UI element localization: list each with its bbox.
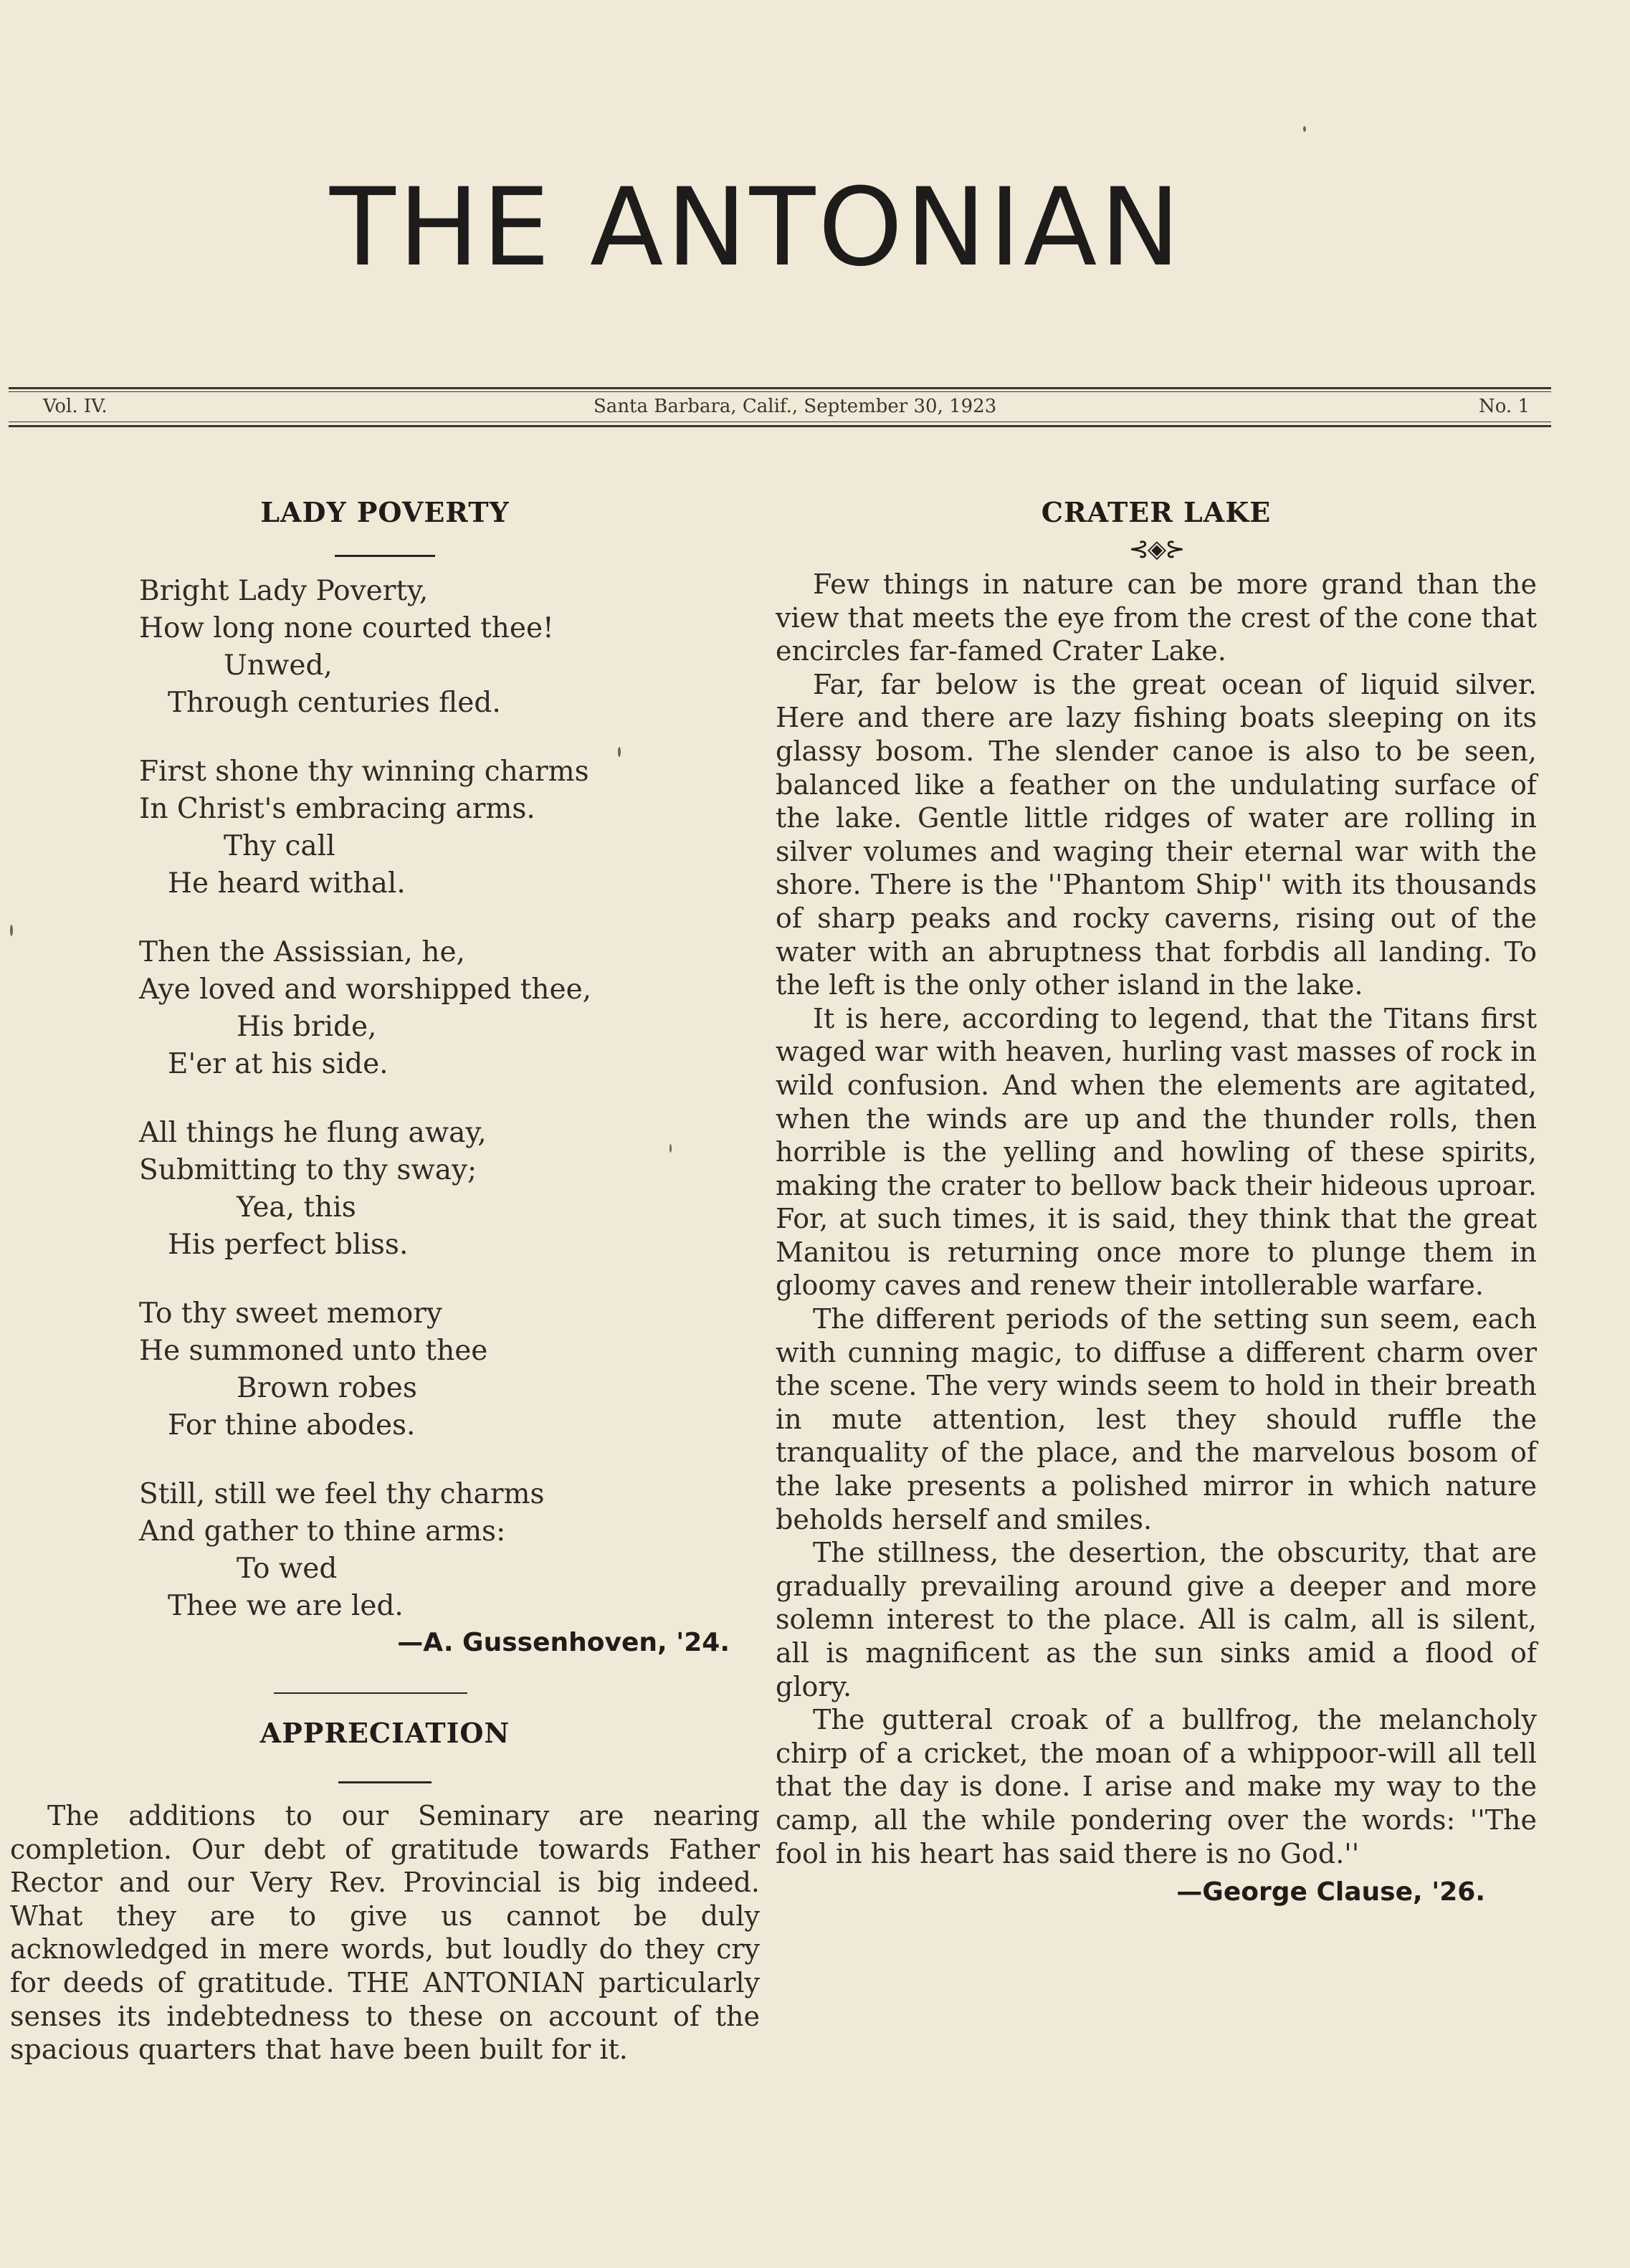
- masthead-rule-top-thin: [9, 391, 1551, 392]
- poem-line: To wed: [237, 1553, 338, 1585]
- poem-line: He summoned unto thee: [139, 1335, 488, 1367]
- masthead-title: THE ANTONIAN: [330, 166, 1183, 290]
- poem-line: And gather to thine arms:: [139, 1515, 506, 1548]
- poem-line: Unwed,: [224, 649, 333, 682]
- poem-line: His bride,: [237, 1011, 377, 1043]
- poem-line: Brown robes: [237, 1372, 417, 1404]
- dateline: [43, 394, 1530, 421]
- appreciation-body: The additions to our Seminary are nearing completion. Our debt of gratitude towards Father Rector and our Very Rev. Provincial is big indeed. What they are to give us cannot be duly acknowledged in mere words, but loudly do they cry for deeds of gratitude. THE ANTONIAN particularly senses its indebtedness to these on account of the spacious quarters that have been built for it.: [10, 1800, 760, 2066]
- paper-speck: [10, 925, 13, 936]
- appreciation-heading-rule: [338, 1781, 432, 1783]
- poem-line: Through centuries fled.: [168, 687, 501, 719]
- poem-line: Thee we are led.: [168, 1590, 404, 1622]
- poem-line: All things he flung away,: [139, 1117, 487, 1149]
- poem-stanza: [139, 1295, 760, 1444]
- article-heading: CRATER LAKE: [1041, 496, 1272, 528]
- section-divider: [274, 1692, 467, 1694]
- poem-line: First shone thy winning charms: [139, 756, 589, 788]
- masthead-rule-bottom: [9, 425, 1551, 427]
- poem-line: To thy sweet memory: [139, 1297, 442, 1330]
- place-date: Santa Barbara, Calif., September 30, 1923: [594, 396, 997, 417]
- poem-line: Bright Lady Poverty,: [139, 575, 429, 607]
- poem-heading-rule: [335, 555, 435, 557]
- poem-line: In Christ's embracing arms.: [139, 793, 535, 825]
- article-paragraph: The stillness, the desertion, the obscurity, that are gradually prevailing around give a deeper and more solemn interest to the place. All is calm, all is silent, all is magnificent as the sun sinks amid a flood of glory.: [776, 1537, 1537, 1702]
- poem-line: Then the Assissian, he,: [139, 936, 465, 968]
- poem-line: He heard withal.: [168, 867, 406, 900]
- volume-label: Vol. IV.: [43, 396, 108, 417]
- right-column: [776, 495, 1537, 1910]
- article-paragraph: The different periods of the setting sun seem, each with cunning magic, to diffuse a different charm over the scene. The very winds seem to hold in their breath in mute attention, lest they should ruffle the tranquality of the place, and the marvelous bosom of the lake presents a polished mirror in which nature beholds herself and smiles.: [776, 1303, 1537, 1535]
- article-paragraph: It is here, according to legend, that the Titans first waged war with heaven, hurling vast masses of rock in wild confusion. And when the elements are agitated, when the winds are up and the thunder rolls, then horrible is the yelling and howling of these spirits, making the crater to bellow back their hideous uproar. For, at such times, it is said, they think that the great Manitou is returning once more to plunge them in gloomy caves and renew their intollerable warfare.: [776, 1002, 1537, 1302]
- poem-heading: LADY POVERTY: [260, 496, 510, 528]
- article-paragraph: The gutteral croak of a bullfrog, the melancholy chirp of a cricket, the moan of a whippoor-will all tell that the day is done. I arise and make my way to the camp, all the while pondering over the words: ''The fool in his heart has said there is no God.'': [776, 1704, 1537, 1869]
- poem-stanza: [139, 573, 760, 722]
- paper-speck: [1303, 126, 1306, 132]
- poem-stanza: [139, 1115, 760, 1264]
- poem-line: Still, still we feel thy charms: [139, 1478, 545, 1510]
- poem-lady-poverty: [139, 573, 760, 1625]
- poem-line: Aye loved and worshipped thee,: [139, 973, 592, 1006]
- paper-speck: [669, 1144, 672, 1153]
- poem-line: How long none courted thee!: [139, 612, 554, 644]
- masthead-rule-top: [9, 387, 1551, 389]
- poem-line: For thine abodes.: [168, 1409, 416, 1442]
- poem-line: Thy call: [224, 830, 335, 862]
- poem-stanza: [139, 934, 760, 1083]
- left-column: [10, 495, 760, 2067]
- paper-speck: [618, 747, 621, 757]
- poem-line: E'er at his side.: [168, 1048, 389, 1080]
- poem-line: His perfect bliss.: [168, 1229, 409, 1261]
- appreciation-heading: APPRECIATION: [259, 1717, 510, 1749]
- article-paragraph: Few things in nature can be more grand than the view that meets the eye from the crest of the cone that encircles far-famed Crater Lake.: [776, 568, 1537, 667]
- poem-line: Submitting to thy sway;: [139, 1154, 477, 1186]
- poem-signature: —A. Gussenhoven, '24.: [397, 1628, 730, 1657]
- issue-number: No. 1: [1478, 396, 1530, 417]
- masthead-rule-bottom-thin: [9, 421, 1551, 422]
- poem-stanza: [139, 753, 760, 902]
- ornament-icon: ⊰◈⊱: [1128, 535, 1184, 563]
- article-signature: —George Clause, '26.: [1176, 1877, 1485, 1907]
- poem-stanza: [139, 1476, 760, 1625]
- article-paragraph: Far, far below is the great ocean of liquid silver. Here and there are lazy fishing boats sleeping on its glassy bosom. The slender canoe is also to be seen, balanced like a feather on the undulating surface of the lake. Gentle little ridges of water are rolling in silver volumes and waging their eternal war with the shore. There is the ''Phantom Ship'' with its thousands of sharp peaks and rocky caverns, rising out of the water with an abruptness that forbdis all landing. To the left is the only other island in the lake.: [776, 668, 1537, 1001]
- poem-line: Yea, this: [237, 1191, 356, 1224]
